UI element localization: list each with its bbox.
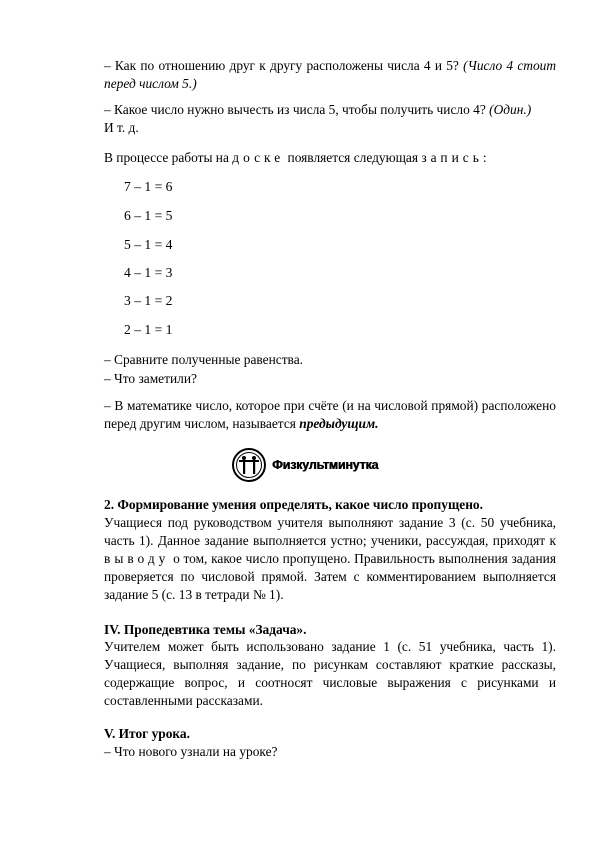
question-subtract bbox=[104, 101, 556, 119]
question-text: – Как по отношению друг к другу расположены числа 4 и 5? bbox=[104, 58, 459, 73]
equation-line: 3 – 1 = 2 bbox=[124, 293, 173, 308]
question-text: – Какое число нужно вычесть из числа 5, чтобы получить число 4? bbox=[104, 102, 486, 117]
etc-text: И т. д. bbox=[104, 120, 139, 135]
spaced-word: выводу bbox=[104, 551, 170, 566]
question-numbers-order bbox=[104, 57, 556, 93]
board-intro: В процессе работы на доске появляется следующая запись: bbox=[104, 150, 487, 165]
summary-question: – Что нового узнали на уроке? bbox=[104, 744, 278, 759]
answer-text: (Один.) bbox=[489, 102, 532, 117]
equation-line: 5 – 1 = 4 bbox=[124, 237, 173, 252]
rule-paragraph: – В математике число, которое при счёте (и на числовой прямой) расположено перед другим числом, называется предыдущим. bbox=[104, 398, 556, 431]
rule-term: предыдущим. bbox=[299, 416, 379, 431]
equation-line: 7 – 1 = 6 bbox=[124, 179, 173, 194]
section-heading: 2. Формирование умения определять, какое число пропущено. bbox=[104, 497, 483, 512]
compare-question: – Сравните полученные равенства. bbox=[104, 352, 303, 367]
section-heading: V. Итог урока. bbox=[104, 726, 190, 741]
equation-line: 6 – 1 = 5 bbox=[124, 208, 173, 223]
section-heading: IV. Пропедевтика темы «Задача». bbox=[104, 622, 307, 637]
equation-line: 4 – 1 = 3 bbox=[124, 265, 173, 280]
section4-paragraph: Учителем может быть использовано задание 1 (с. 51 учебника, часть 1). Учащиеся, выполняя задание, по рисункам составляют краткие рассказы, содержащие вопрос, и соотносят числовые выражения с рисунками и составленными рассказами. bbox=[104, 639, 556, 708]
spaced-word: запись bbox=[421, 150, 483, 165]
banner-label: Физкультминутка bbox=[272, 458, 379, 472]
answer-text: (Число 4 стоит перед числом 5.) bbox=[104, 58, 557, 91]
physical-minute-banner bbox=[232, 447, 420, 483]
two-figures-icon bbox=[232, 448, 266, 482]
noticed-question: – Что заметили? bbox=[104, 371, 197, 386]
equation-line: 2 – 1 = 1 bbox=[124, 322, 173, 337]
section2-paragraph: Учащиеся под руководством учителя выполняют задание 3 (с. 50 учебника, часть 1). Данное задание выполняется устно; ученики, рассуждая, приходят к выводу о том, какое число пропущено. Правильность выполнения задания проверяется по числовой прямой. Затем с комментированием выполняется задание 5 (с. 13 в тетради № 1). bbox=[104, 515, 556, 602]
spaced-word: доске bbox=[232, 150, 285, 165]
